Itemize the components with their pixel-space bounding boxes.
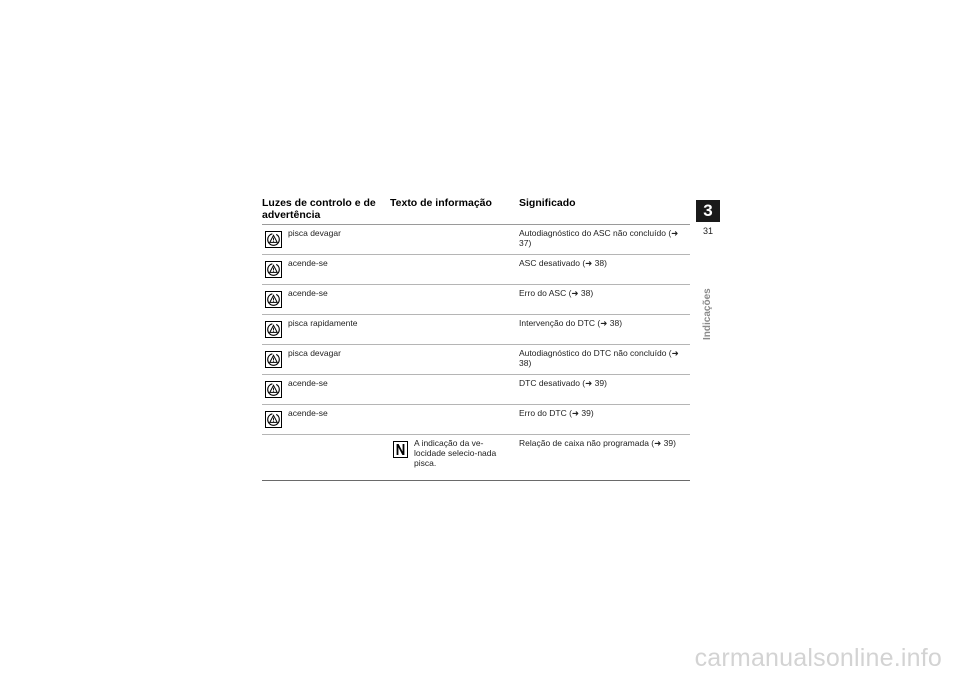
asc-dtc-warning-lamp-icon [265, 381, 282, 398]
table-row [262, 285, 690, 315]
meaning-text: Erro do DTC (➜ 39) [519, 408, 594, 418]
neutral-gear-n-icon [393, 441, 408, 458]
lamp-status: acende-se [288, 378, 328, 388]
header-meaning: Significado [519, 197, 576, 209]
meaning-text: Autodiagnóstico do DTC não concluído (➜ 38) [519, 348, 679, 368]
table-row [262, 345, 690, 375]
lamp-status: pisca devagar [288, 228, 341, 238]
table-header [262, 197, 690, 225]
table-row [262, 225, 690, 255]
header-lamps: Luzes de controlo e de advertência [262, 197, 376, 221]
asc-dtc-warning-lamp-icon [265, 411, 282, 428]
section-title: Indicações [702, 288, 713, 340]
meaning-text: ASC desativado (➜ 38) [519, 258, 607, 268]
table-row [262, 405, 690, 435]
info-text: A indicação da ve-locidade selecio-nada pisca. [414, 438, 497, 468]
asc-dtc-warning-lamp-icon [265, 231, 282, 248]
header-info-text: Texto de informação [390, 197, 492, 209]
asc-dtc-warning-lamp-icon [265, 261, 282, 278]
meaning-text: Relação de caixa não programada (➜ 39) [519, 438, 676, 448]
table-row [262, 375, 690, 405]
asc-dtc-warning-lamp-icon [265, 291, 282, 308]
table-row [262, 255, 690, 285]
indicator-table [262, 197, 690, 481]
lamp-status: pisca devagar [288, 348, 341, 358]
lamp-status: acende-se [288, 408, 328, 418]
page-number: 31 [702, 226, 713, 236]
asc-dtc-warning-lamp-icon [265, 321, 282, 338]
table-row [262, 315, 690, 345]
lamp-status: pisca rapidamente [288, 318, 358, 328]
watermark: carmanualsonline.info [694, 644, 942, 672]
meaning-text: Erro do ASC (➜ 38) [519, 288, 594, 298]
lamp-status: acende-se [288, 288, 328, 298]
meaning-text: Autodiagnóstico do ASC não concluído (➜ 37) [519, 228, 679, 248]
lamp-status: acende-se [288, 258, 328, 268]
asc-dtc-warning-lamp-icon [265, 351, 282, 368]
meaning-text: DTC desativado (➜ 39) [519, 378, 607, 388]
meaning-text: Intervenção do DTC (➜ 38) [519, 318, 623, 328]
table-row [262, 435, 690, 481]
chapter-number-badge: 3 [696, 200, 720, 222]
